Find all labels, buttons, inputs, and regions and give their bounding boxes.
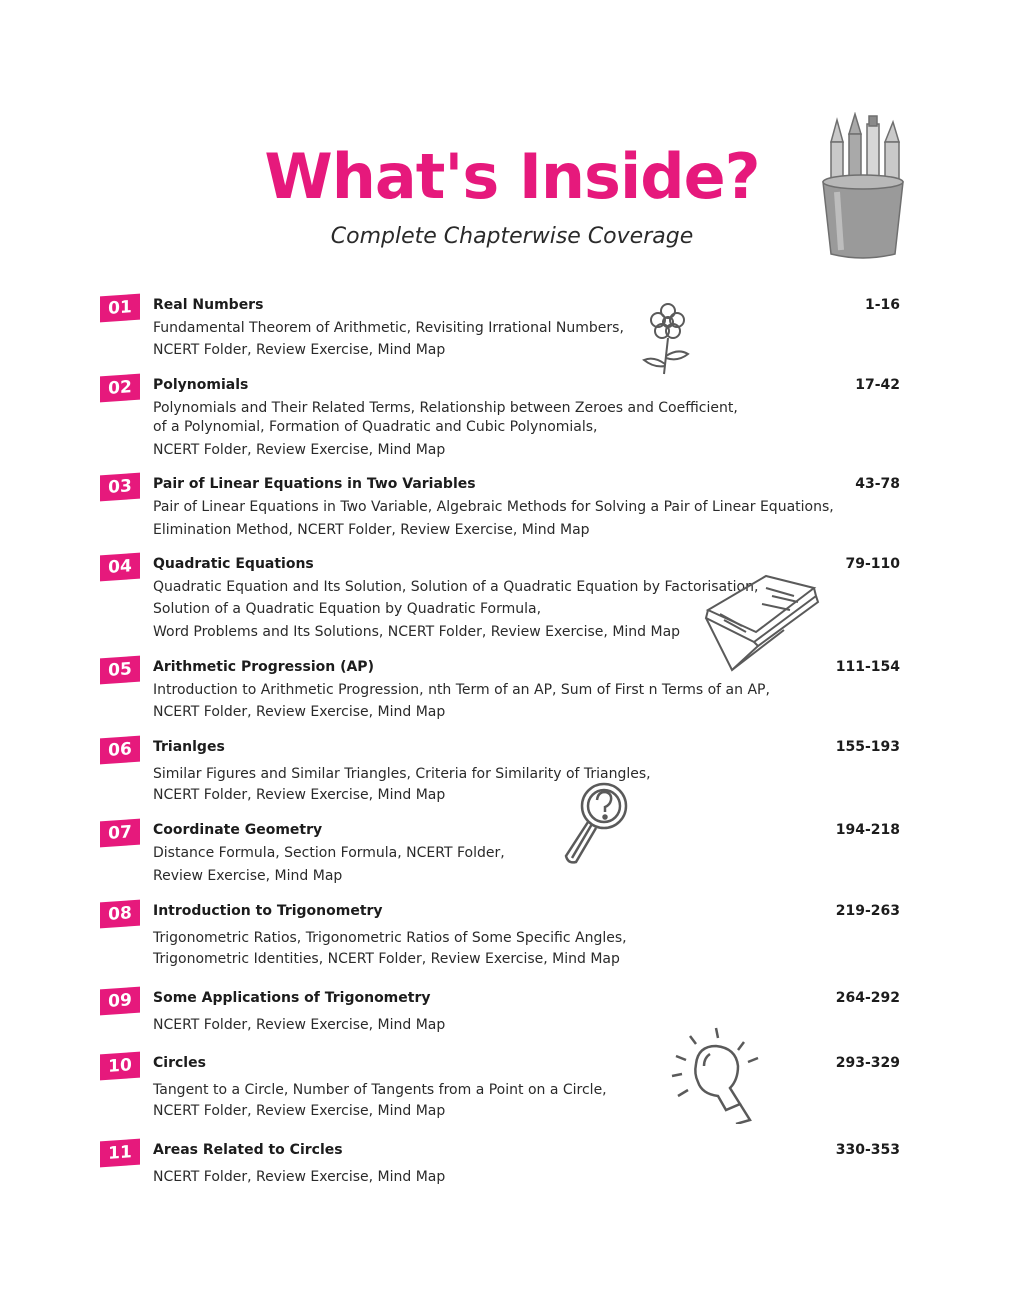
chapter-topic-line: Introduction to Arithmetic Progression, nth Term of an AP, Sum of First n Terms of an AP,	[153, 682, 770, 698]
chapter-number-badge: 07	[100, 819, 140, 848]
chapter-topic-line: Similar Figures and Similar Triangles, Criteria for Similarity of Triangles,	[153, 766, 651, 782]
chapter-number-badge: 09	[100, 987, 140, 1016]
chapter-number-badge: 05	[100, 656, 140, 685]
chapter-page-range: 264-292	[835, 990, 900, 1006]
lightbulb-icon	[666, 1024, 766, 1124]
chapter-topic-line: Word Problems and Its Solutions, NCERT Folder, Review Exercise, Mind Map	[153, 624, 681, 640]
chapter-topic-line: NCERT Folder, Review Exercise, Mind Map	[153, 1103, 446, 1119]
chapter-title: Some Applications of Trigonometry	[153, 990, 431, 1006]
chapter-number-badge: 11	[100, 1139, 140, 1168]
chapter-title: Areas Related to Circles	[153, 1142, 343, 1158]
chapter-topic-line: Review Exercise, Mind Map	[153, 868, 343, 884]
pencil-cup-icon	[815, 112, 910, 262]
chapter-page-range: 43-78	[855, 476, 900, 492]
chapter-page-range: 1-16	[864, 297, 900, 313]
magnifier-question-icon	[562, 780, 632, 870]
chapter-topic-line: Pair of Linear Equations in Two Variable, Algebraic Methods for Solving a Pair of Linear Equations,	[153, 499, 834, 515]
chapter-page-range: 194-218	[835, 822, 900, 838]
chapter-topic-line: Elimination Method, NCERT Folder, Review Exercise, Mind Map	[153, 522, 590, 538]
chapter-title: Arithmetic Progression (AP)	[153, 659, 374, 675]
chapter-page-range: 293-329	[835, 1055, 900, 1071]
page-subtitle: Complete Chapterwise Coverage	[330, 224, 694, 249]
open-book-icon	[702, 574, 822, 674]
chapter-title: Trianlges	[153, 739, 225, 755]
chapter-topic-line: NCERT Folder, Review Exercise, Mind Map	[153, 342, 446, 358]
page-title: What's Inside?	[264, 140, 760, 213]
chapter-topic-line: NCERT Folder, Review Exercise, Mind Map	[153, 442, 446, 458]
chapter-topic-line: Trigonometric Identities, NCERT Folder, Review Exercise, Mind Map	[153, 951, 620, 967]
chapter-number-badge: 04	[100, 553, 140, 582]
chapter-page-range: 17-42	[855, 377, 900, 393]
chapter-topic-line: Quadratic Equation and Its Solution, Solution of a Quadratic Equation by Factorisation,	[153, 579, 759, 595]
chapter-topic-line: NCERT Folder, Review Exercise, Mind Map	[153, 704, 446, 720]
chapter-topic-line: NCERT Folder, Review Exercise, Mind Map	[153, 1017, 446, 1033]
chapter-number-badge: 03	[100, 473, 140, 502]
chapter-number-badge: 10	[100, 1052, 140, 1081]
chapter-page-range: 219-263	[835, 903, 900, 919]
chapter-title: Pair of Linear Equations in Two Variables	[153, 476, 476, 492]
chapter-number-badge: 06	[100, 736, 140, 765]
chapter-page-range: 155-193	[835, 739, 900, 755]
chapter-page-range: 79-110	[845, 556, 900, 572]
chapter-title: Quadratic Equations	[153, 556, 314, 572]
chapter-topic-line: of a Polynomial, Formation of Quadratic and Cubic Polynomials,	[153, 419, 598, 435]
chapter-title: Real Numbers	[153, 297, 264, 313]
chapter-title: Circles	[153, 1055, 206, 1071]
chapter-topic-line: Distance Formula, Section Formula, NCERT Folder,	[153, 845, 505, 861]
chapter-page-range: 330-353	[835, 1142, 900, 1158]
chapter-page-range: 111-154	[835, 659, 900, 675]
chapter-title: Coordinate Geometry	[153, 822, 323, 838]
chapter-topic-line: Solution of a Quadratic Equation by Quadratic Formula,	[153, 601, 542, 617]
chapter-topic-line: NCERT Folder, Review Exercise, Mind Map	[153, 1169, 446, 1185]
flower-icon	[638, 302, 698, 376]
chapter-topic-line: Fundamental Theorem of Arithmetic, Revisiting Irrational Numbers,	[153, 320, 624, 336]
chapter-topic-line: Trigonometric Ratios, Trigonometric Ratios of Some Specific Angles,	[153, 930, 627, 946]
chapter-number-badge: 08	[100, 900, 140, 929]
chapter-number-badge: 01	[100, 294, 140, 323]
chapter-topic-line: Tangent to a Circle, Number of Tangents from a Point on a Circle,	[153, 1082, 607, 1098]
chapter-number-badge: 02	[100, 374, 140, 403]
chapter-topic-line: Polynomials and Their Related Terms, Relationship between Zeroes and Coefficient,	[153, 400, 738, 416]
chapter-title: Introduction to Trigonometry	[153, 903, 383, 919]
chapter-topic-line: NCERT Folder, Review Exercise, Mind Map	[153, 787, 446, 803]
chapter-title: Polynomials	[153, 377, 249, 393]
